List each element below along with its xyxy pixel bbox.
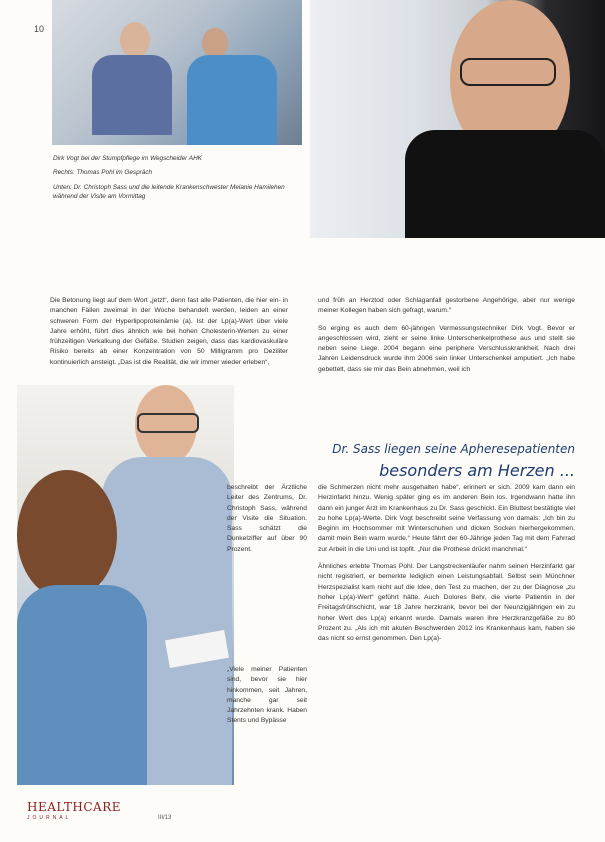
column-2-paragraph-1: und früh an Herztod oder Schlaganfall gestorbene Angehörige, aber nur wenige meiner Kollegen haben sich gefragt, warum.“ [318,297,575,315]
photo-dr-sass-visit [17,385,234,785]
healthcare-journal-logo [27,800,137,821]
article-column-5 [227,665,307,727]
article-column-2 [318,296,575,382]
photo-dirk-vogt-dialysis [52,0,302,145]
column-4-paragraph-2: Ähnliches erlebte Thomas Pohl. Der Langstreckenläufer nahm seinen Herzinfarkt gar nicht registriert, er bemerkte lediglich einen Leistungsabfall. Selbst sein Münchner Herzspezialist kam nicht auf die Idee, den Test zu machen, der zu der Diagnose „zu hoher Lp(a)-Wert“ geführt hätte. Auch Dolores Behr, die vierte Patientin in der Freitagsfrühschicht, war 18 Jahre herzkrank, bevor bei der Neunzigjährigen ein zu hoher Wert des Lp(a) erkannt wurde. Damals waren ihre Herzkranzgefäße zu 80 Prozent zu. „Als ich mit akuten Beschwerden 2012 ins Krankenhaus kam, haben sie das nicht so ernst genommen. Den Lp(a)- [318,563,575,643]
logo-title: HEALTHCARE [27,800,121,814]
issue-number: III/13 [158,815,172,821]
column-3-paragraph-1: beschreibt der Ärztliche Leiter des Zentrums, Dr. Christoph Sass, während der Visite die Situation. Sass schätzt die Dunkelziffer auf über 90 Prozent. [227,484,307,553]
caption-line-3: Unten: Dr. Christoph Sass und die leitende Krankenschwester Melanie Hamilehen während der Visite am Vormittag [53,183,285,200]
article-column-1 [50,296,288,375]
caption-line-1: Dirk Vogt bei der Stumpfpflege im Wegscheider AHK [53,155,202,162]
photo-caption [53,154,303,206]
column-5-paragraph-1: „Viele meiner Patienten sind, bevor sie hier hinkommen, seit Jahren, manche gar seit Jahrzehnten krank. Haben Stents und Bypässe [227,666,307,725]
column-4-paragraph-1: die Schmerzen nicht mehr ausgehalten habe“, erinnert er sich. 2009 kam dann ein Herzinfarkt hinzu. Wenig später ging es im anderen Bein los. Irgendwann hatte ihn dann ein junger Arzt im Krankenhaus zu Dr. Sass geschickt. Ein Bluttest bestätigte viel zu hohe Lp(a)-Werte. Dirk Vogt beschreibt seine Verfassung von damals: „Ich bin zu Beginn im Hochsommer mit Winterschuhen und dicken Socken hierhergekommen, damit mein Bein warm wurde.“ Heute fährt der 60-Jährige jeden Tag mit dem Fahrrad zur Arbeit in die Uni und ist topfit. „Nur die Prothese drückt manchmal.“ [318,484,575,553]
pull-quote-line-1: Dr. Sass liegen seine Apheresepatienten [332,442,575,456]
photo-thomas-pohl [310,0,605,238]
pull-quote-line-2: besonders am Herzen ... [379,461,575,480]
logo-subtitle: JOURNAL [27,815,72,821]
page-number: 10 [34,24,45,34]
column-1-paragraph-1: Die Betonung liegt auf dem Wort „jetzt“, denn fast alle Patienten, die hier ein- in manchen Fällen zweimal in der Woche behandelt werden, leiden an einer schweren Form der Hyperlipoproteinämie (a). Ist der Lp(a)-Wert über viele Jahre erhöht, führt dies ähnlich wie bei hohen Cholesterin-Werten zu einer frühzeitigen Verkalkung der Gefäße. Studien zeigen, dass das kardiovaskuläre Risiko bereits ab einer Konzentration von 50 Milligramm pro Deziliter kontinuierlich ansteigt. „Das ist die Realität, die wir immer wieder erleben“, [50,297,288,366]
caption-line-2: Rechts: Thomas Pohl im Gespräch [53,169,153,177]
column-2-paragraph-2: So erging es auch dem 60-jährigen Vermessungstechniker Dirk Vogt. Bevor er angeschlossen wird, zieht er seine linke Unterschenkelprothese aus und stellt sie neben seine Liege. 2004 begann eine periphere Verschlusskrankheit. Nach drei Jahren Leidensdruck wurde ihm 2006 sein linker Unterschenkel amputiert. „Ich habe gebettelt, dass sie mir das Bein abnehmen, weil ich [318,324,575,373]
article-column-4 [318,483,575,651]
article-column-3 [227,483,307,555]
